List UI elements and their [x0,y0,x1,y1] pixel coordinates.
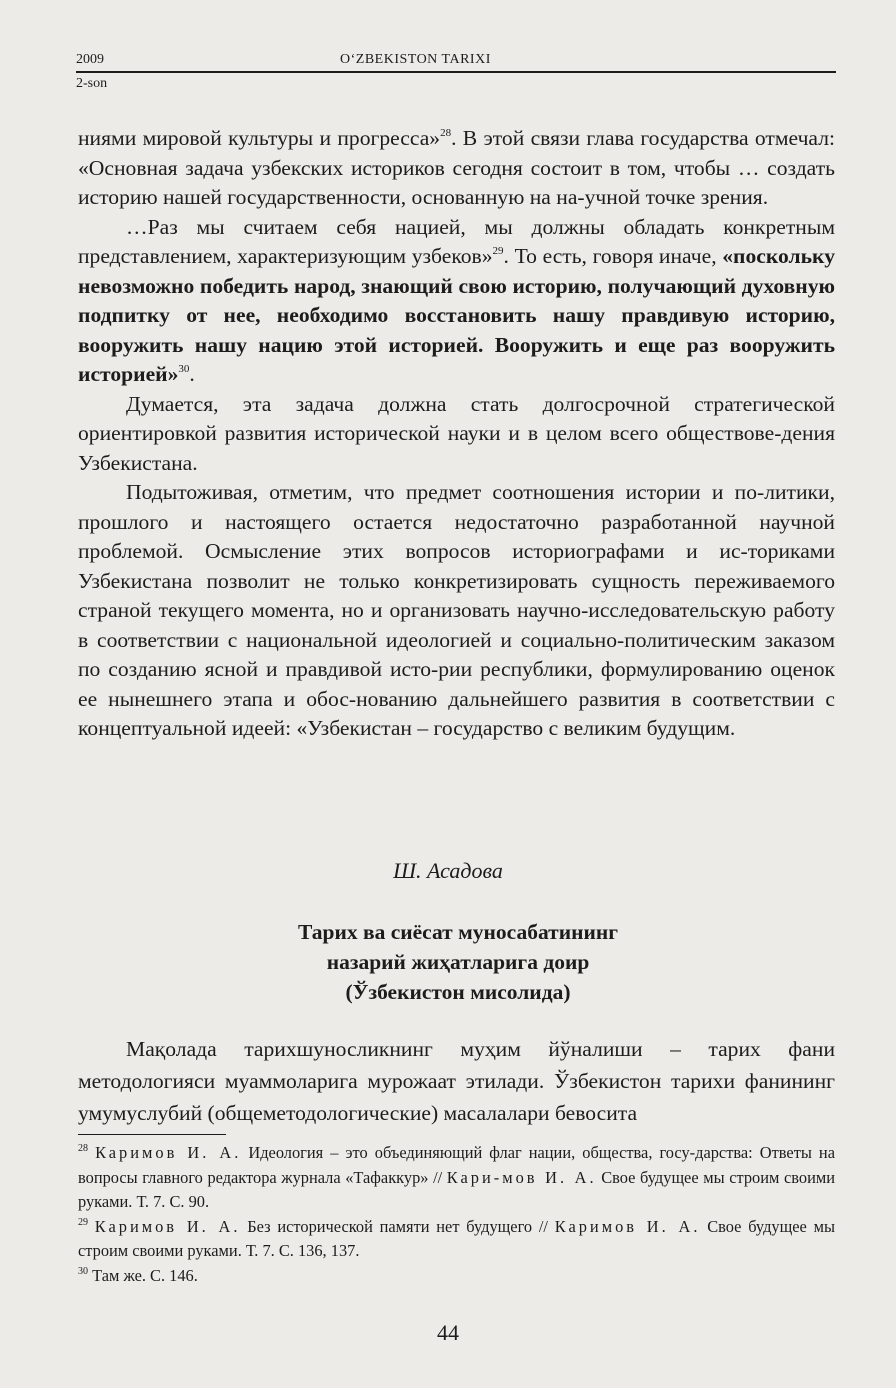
footnote-ref-30: 30 [178,363,190,375]
header-journal-title: O‘ZBEKISTON TARIXI [340,52,491,67]
article-author: Ш. Асадова [393,858,503,883]
footnote-28: $^{28}$ Каримов И. А. Идеология – это объединяющий флаг нации, общества, госу-дарства: Ответы на вопросы главного редактора журнала «Тафаккур» // Кари-мов И. А. Свое будущее мы строим своими руками. Т. 7. С. 90. [78,1143,835,1211]
article-title-line-2: назарий жиҳатларига доир [326,950,590,974]
bold-quote: «поскольку невозможно победить народ, знающий свою историю, получающий духовную подпитку от нее, необходимо восстановить нашу правдивую историю, вооружить нашу нацию этой историей. Вооружить и еще раз вооружить историей» [78,244,835,386]
footnote-30: $^{30}$ Там же. С. 146. [78,1265,198,1285]
article-title-line-1: Тарих ва сиёсат муносабатининг [297,920,619,944]
header-rule [76,71,836,73]
article-title-line-3: (Ўзбекистон мисолида) [345,980,571,1004]
article-title [0,917,896,1007]
paragraph-2: …Раз мы считаем себя нацией, мы должны обладать конкретным представлением, характеризующим узбеков»$^{29}$. То есть, говоря иначе, «поскольку невозможно победить народ, знающий свою историю, получающий духовную подпитку от нее, необходимо восстановить нашу правдивую историю, вооружить нашу нацию этой историей. Вооружить и еще раз вооружить историей»$^{30}$. [78,214,835,386]
header-issue: 2-son [76,76,108,91]
footnote-ref-29: 29 [492,245,504,257]
header-year: 2009 [76,52,104,67]
paragraph-3: Думается, эта задача должна стать долгосрочной стратегической ориентировкой развития исторической науки и в целом всего обществове-дения Узбекистана. [78,391,835,475]
page-number: 44 [437,1320,459,1345]
footnote-rule [78,1134,226,1135]
footnote-ref-28: 28 [440,127,452,139]
abstract-paragraph: Мақолада тарихшуносликнинг муҳим йўналиши – тарих фани методологияси муаммоларига мурожаат этилади. Ўзбекистон тарихи фанининг умумуслубий (общеметодологические) масалалари бевосита [78,1037,835,1125]
paragraph-1: ниями мировой культуры и прогресса»$^{28}$. В этой связи глава государства отмечал: «Основная задача узбекских историков сегодня состоит в том, чтобы … создать историю нашей государственности, основанную на на-учной точке зрения. [78,126,835,209]
footnote-29: $^{29}$ Каримов И. А. Без исторической памяти нет будущего // Каримов И. А. Свое будущее мы строим своими руками. Т. 7. С. 136, 137. [78,1216,835,1260]
main-body-text [78,124,835,744]
footnotes [78,1141,835,1288]
paragraph-4: Подытоживая, отметим, что предмет соотношения истории и по-литики, прошлого и настоящего остается недостаточно разработанной научной проблемой. Осмысление этих вопросов историографами и ис-ториками Узбекистана позволит не только конкретизировать сущность переживаемого страной текущего момента, но и организовать научно-исследовательскую работу в соответствии с национальной идеологией и социально-политическим заказом по созданию ясной и правдивой исто-рии республики, формулированию оценок ее нынешнего этапа и обос-нованию дальнейшего развития в соответствии с концептуальной идеей: «Узбекистан – государство с великим будущим. [78,480,835,740]
article-abstract [78,1033,835,1129]
